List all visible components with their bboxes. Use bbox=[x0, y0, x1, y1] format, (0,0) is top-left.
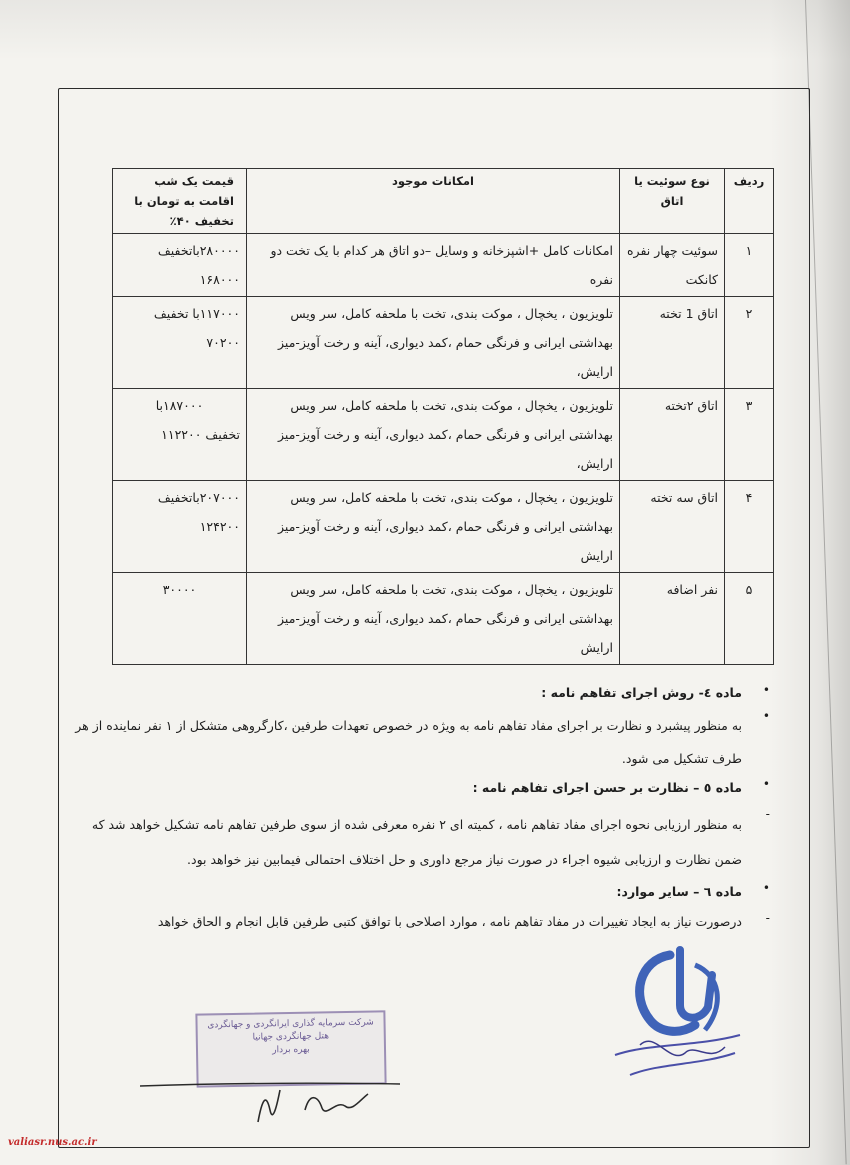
row-number: ۳ bbox=[725, 389, 774, 481]
table-row bbox=[113, 481, 774, 573]
room-features: تلویزیون ، یخچال ، موکت بندی، تخت با ملحفه کامل، سر ویس بهداشتی ایرانی و فرنگی حمام ،کمد دیواری، آینه و رخت آویز-میز ارایش، bbox=[247, 297, 620, 389]
section-4-title: ماده ٤- روش اجرای تفاهم نامه : bbox=[541, 685, 742, 700]
price-line: تخفیف ۱۱۲۲۰۰ bbox=[161, 427, 240, 442]
stamp-line-3: بهره بردار bbox=[272, 1044, 310, 1056]
room-features: تلویزیون ، یخچال ، موکت بندی، تخت با ملحفه کامل، سر ویس بهداشتی ایرانی و فرنگی حمام ،کمد دیواری، آینه و رخت آویز-میز ارایش bbox=[247, 573, 620, 665]
contract-sections bbox=[70, 683, 770, 933]
room-type: اتاق سه تخته bbox=[620, 481, 725, 573]
bullet-icon: • bbox=[762, 881, 770, 895]
section-5-title-item bbox=[70, 777, 770, 799]
row-number: ۲ bbox=[725, 297, 774, 389]
bullet-icon: • bbox=[762, 709, 770, 723]
stamp-line-1: شرکت سرمایه گذاری ایرانگردی و جهانگردی bbox=[207, 1017, 374, 1031]
room-features: تلویزیون ، یخچال ، موکت بندی، تخت با ملحفه کامل، سر ویس بهداشتی ایرانی و فرنگی حمام ،کمد دیواری، آینه و رخت آویز-میز ارایش، bbox=[247, 389, 620, 481]
section-5-body: به منظور ارزیابی نحوه اجرای مفاد تفاهم نامه ، کمیته ای ۲ نفره معرفی شده از سوی طرفین تفاهم نامه تشکیل خواهد شد که ضمن نظارت و ارزیابی شیوه اجراء در صورت نیاز مرجع داوری و حل اختلاف احتمالی فیمابین نیز خواهد بود. bbox=[91, 817, 742, 867]
room-features: امکانات کامل +اشپزخانه و وسایل –دو اتاق هر کدام با یک تخت دو نفره bbox=[247, 234, 620, 297]
price-line: ۱۱۷۰۰۰با تخفیف ۷۰۲۰۰ bbox=[153, 306, 240, 350]
room-type: اتاق 1 تخته bbox=[620, 297, 725, 389]
table-body bbox=[113, 234, 774, 665]
room-price bbox=[113, 481, 247, 573]
table-row bbox=[113, 573, 774, 665]
stamp-line-2: هتل جهانگردی جهانیا bbox=[252, 1031, 330, 1043]
scan-shadow-top bbox=[0, 0, 850, 60]
header-type: نوع سوئیت یا اتاق bbox=[620, 169, 725, 234]
row-number: ۵ bbox=[725, 573, 774, 665]
price-line: ۱۸۷۰۰۰با bbox=[155, 398, 204, 413]
table-row bbox=[113, 234, 774, 297]
room-price bbox=[113, 573, 247, 665]
room-type: سوئیت چهار نفره کانکت bbox=[620, 234, 725, 297]
header-num: ردیف bbox=[725, 169, 774, 234]
header-price: قیمت یک شب اقامت به تومان با تخفیف ۴۰٪ bbox=[113, 169, 247, 234]
room-type: نفر اضافه bbox=[620, 573, 725, 665]
bullet-icon: • bbox=[762, 683, 770, 697]
dash-icon: - bbox=[765, 807, 770, 821]
table-row bbox=[113, 389, 774, 481]
section-6-title-item bbox=[70, 881, 770, 903]
section-4-body: به منظور پیشبرد و نظارت بر اجرای مفاد تفاهم نامه به ویژه در خصوص تعهدات طرفین ،کارگروهی متشکل از ۱ نفر نماینده از هر طرف تشکیل می شود. bbox=[75, 718, 742, 766]
row-number: ۱ bbox=[725, 234, 774, 297]
section-5-body-item bbox=[70, 807, 770, 877]
university-logo-stamp-icon bbox=[600, 935, 750, 1090]
table-row bbox=[113, 297, 774, 389]
header-features: امکانات موجود bbox=[247, 169, 620, 234]
price-line: ۲۰۷۰۰۰باتخفیف ۱۲۴۲۰۰ bbox=[157, 490, 240, 534]
section-6-body: درصورت نیاز به ایجاد تغییرات در مفاد تفاهم نامه ، موارد اصلاحی با توافق کتبی طرفین قابل انجام و الحاق خواهد bbox=[157, 914, 742, 929]
section-6-body-item bbox=[70, 911, 770, 933]
bullet-icon: • bbox=[762, 777, 770, 791]
room-type: اتاق ۲تخته bbox=[620, 389, 725, 481]
section-4-body-item bbox=[70, 709, 770, 775]
table-header-row bbox=[113, 169, 774, 234]
dash-icon: - bbox=[765, 911, 770, 925]
room-features: تلویزیون ، یخچال ، موکت بندی، تخت با ملحفه کامل، سر ویس بهداشتی ایرانی و فرنگی حمام ،کمد دیواری، آینه و رخت آویز-میز ارایش bbox=[247, 481, 620, 573]
room-price bbox=[113, 389, 247, 481]
section-5-title: ماده ٥ – نظارت بر حسن اجرای تفاهم نامه : bbox=[472, 780, 742, 795]
rooms-table bbox=[112, 168, 774, 665]
footer-url: valiasr.nus.ac.ir bbox=[8, 1137, 97, 1148]
section-4-title-item bbox=[70, 683, 770, 703]
room-price bbox=[113, 297, 247, 389]
signature-icon bbox=[140, 1070, 440, 1130]
price-line: ۳۰۰۰۰ bbox=[162, 582, 197, 597]
section-6-title: ماده ٦ – سایر موارد: bbox=[616, 884, 742, 899]
row-number: ۴ bbox=[725, 481, 774, 573]
price-line: ۲۸۰۰۰۰باتخفیف ۱۶۸۰۰۰ bbox=[157, 243, 240, 287]
room-price bbox=[113, 234, 247, 297]
